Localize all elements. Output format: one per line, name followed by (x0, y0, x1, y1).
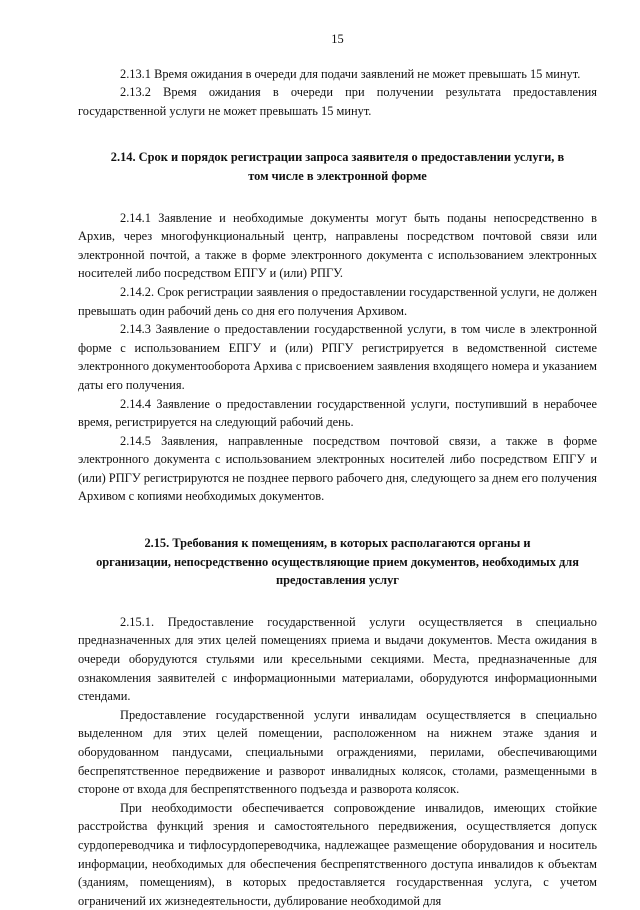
section-heading-2-15 (78, 534, 597, 590)
section-heading-2-14 (78, 148, 597, 185)
heading-line: предоставления услуг (276, 573, 399, 588)
heading-line: 2.15. Требования к помещениям, в которых располагаются органы и (144, 536, 531, 551)
paragraph-2-13-1: 2.13.1 Время ожидания в очереди для подачи заявлений не может превышать 15 минут. (120, 66, 581, 81)
paragraph-2-14-1: 2.14.1 Заявление и необходимые документы могут быть поданы непосредственно в Архив, через многофункциональный центр, направлены посредством почтовой связи или электронной почтой, а также в форме электронного документа с использованием электронных носителей либо посредством ЕПГУ и (или) РПГУ. (78, 210, 597, 281)
page-number: 15 (331, 32, 344, 46)
paragraph-2-14-5: 2.14.5 Заявления, направленные посредством почтовой связи, а также в форме электронного документа с использованием электронных носителей либо посредством ЕПГУ и (или) РПГУ регистрируются не позднее первого рабочего дня, следующего за днем его получения Архивом с копиями необходимых документов. (78, 433, 597, 504)
heading-line: 2.14. Срок и порядок регистрации запроса заявителя о предоставлении услуги, в (110, 150, 565, 165)
paragraph-assistance: При необходимости обеспечивается сопровождение инвалидов, имеющих стойкие расстройства функций зрения и самостоятельного передвижения, осуществляется допуск сурдопереводчика и тифлосурдопереводчика, надлежащее размещение оборудования и носитель информации, необходимых для обеспечения беспрепятственного доступа инвалидов к объектам (зданиям, помещениям), в которых предоставляется государственная услуга, с учетом ограничений их жизнедеятельности, дублирование необходимой для (78, 800, 597, 908)
paragraph-2-15-1: 2.15.1. Предоставление государственной услуги осуществляется в специально предназначенных для этих целей помещениях приема и выдачи документов. Места ожидания в очереди оборудуются стульями или кресельными секциями. Места, предназначенные для ознакомления заявителей с информационными материалами, оборудуются информационными стендами. (78, 614, 597, 704)
heading-line: организации, непосредственно осуществляющие прием документов, необходимых для (96, 554, 579, 569)
paragraph-2-14-4: 2.14.4 Заявление о предоставлении государственной услуги, поступивший в нерабочее время, регистрируется на следующий рабочий день. (78, 396, 597, 430)
heading-line: том числе в электронной форме (248, 168, 427, 183)
paragraph-2-14-3: 2.14.3 Заявление о предоставлении государственной услуги, в том числе в электронной форме с использованием ЕПГУ и (или) РПГУ регистрируется в ведомственной системе электронного документооборота Архива с присвоением заявления входящего номера и указанием даты его получения. (78, 322, 597, 392)
paragraph-2-14-2: 2.14.2. Срок регистрации заявления о предоставлении государственной услуги, не должен превышать один рабочий день со дня его получения Архивом. (78, 284, 597, 318)
paragraph-2-13-2: 2.13.2 Время ожидания в очереди при получении результата предоставления государственной услуги не может превышать 15 минут. (78, 85, 597, 118)
paragraph-accessibility: Предоставление государственной услуги инвалидам осуществляется в специально выделенном для этих целей помещении, расположенном на нижнем этаже здания и оборудованном пандусами, специальными ограждениями, перилами, обеспечивающими беспрепятственное передвижение и разворот инвалидных колясок, столами, размещенными в стороне от входа для беспрепятственного подъезда и разворота колясок. (78, 707, 597, 797)
